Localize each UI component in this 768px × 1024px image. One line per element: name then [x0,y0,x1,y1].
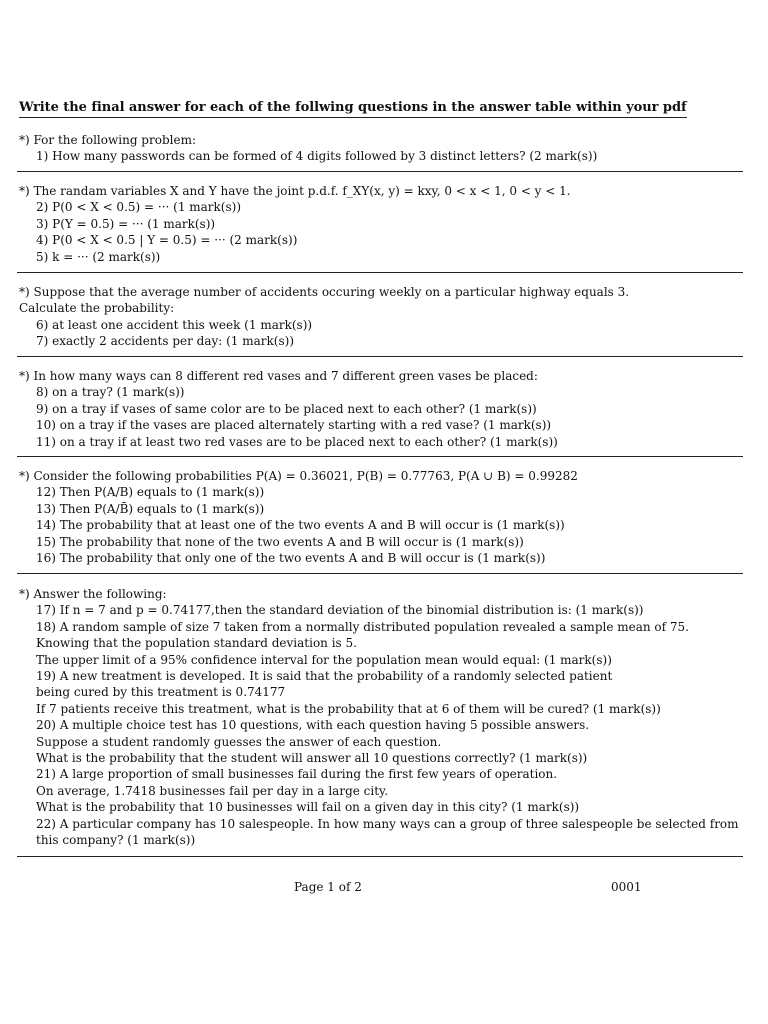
question-9: 9) on a tray if vases of same color are to be placed next to each other? (1 mark(s)) [36,401,537,416]
question-12: 12) Then P(A/B) equals to (1 mark(s)) [36,485,265,500]
question-14: 14) The probability that at least one of the two events A and B will occur is (1 mark(s)) [36,518,565,533]
section-divider [17,456,743,457]
question-2: 2) P(0 < X < 0.5) = ··· (1 mark(s)) [36,200,242,215]
section-divider [17,856,743,857]
question-3: 3) P(Y = 0.5) = ··· (1 mark(s)) [36,216,216,231]
block-intro: *) For the following problem: [19,133,196,147]
question-18-line-2: Knowing that the population standard deviation is 5. [36,636,357,651]
section-divider [17,356,743,357]
section-divider [17,272,743,273]
question-block-3 [19,284,743,350]
question-20-line-3: What is the probability that the student will answer all 10 questions correctly? (1 mark(s)) [36,751,588,766]
question-1: 1) How many passwords can be formed of 4 digits followed by 3 distinct letters? (2 mark(s)) [36,149,598,164]
question-16: 16) The probability that only one of the two events A and B will occur is (1 mark(s)) [36,551,546,566]
question-17: 17) If n = 7 and p = 0.74177,then the standard deviation of the binomial distribution is: (1 mark(s)) [36,603,644,618]
question-6: 6) at least one accident this week (1 mark(s)) [36,317,313,332]
question-18-line-3: The upper limit of a 95% confidence interval for the population mean would equal: (1 mark(s)) [36,652,612,667]
question-block-4 [19,368,743,450]
question-19: 19) A new treatment is developed. It is said that the probability of a randomly selected patient [36,669,613,684]
question-block-2 [19,183,743,265]
question-block-1 [19,132,743,165]
question-11: 11) on a tray if at least two red vases are to be placed next to each other? (1 mark(s)) [36,434,558,449]
question-20: 20) A multiple choice test has 10 questions, with each question having 5 possible answers. [36,718,590,733]
question-19-line-3: If 7 patients receive this treatment, what is the probability that at 6 of them will be cured? (1 mark(s)) [36,701,661,716]
question-10: 10) on a tray if the vases are placed alternately starting with a red vase? (1 mark(s)) [36,418,552,433]
question-15: 15) The probability that none of the two events A and B will occur is (1 mark(s)) [36,534,524,549]
question-5: 5) k = ··· (2 mark(s)) [36,249,161,264]
question-4: 4) P(0 < X < 0.5 | Y = 0.5) = ··· (2 mark(s)) [36,233,298,248]
question-20-line-2: Suppose a student randomly guesses the answer of each question. [36,734,442,749]
question-13: 13) Then P(A/B̄) equals to (1 mark(s)) [36,501,265,516]
block-intro: *) In how many ways can 8 different red vases and 7 different green vases be placed: [19,369,538,383]
block-intro: *) The randam variables X and Y have the joint p.d.f. f_XY(x, y) = kxy, 0 < x < 1, 0 < y < 1. [19,184,571,198]
section-divider [17,171,743,172]
question-19-line-2: being cured by this treatment is 0.74177 [36,685,286,700]
version-code: 0001 [611,880,642,894]
block-intro: *) Answer the following: [19,587,167,601]
page-number: Page 1 of 2 [294,880,362,894]
question-21-line-3: What is the probability that 10 businesses will fail on a given day in this city? (1 mark(s)) [36,800,580,815]
question-18: 18) A random sample of size 7 taken from a normally distributed population revealed a sample mean of 75. [36,619,689,634]
question-8: 8) on a tray? (1 mark(s)) [36,385,185,400]
block-intro: *) Suppose that the average number of accidents occuring weekly on a particular highway equals 3. [19,285,630,299]
page-title: Write the final answer for each of the follwing questions in the answer table within your pdf [19,100,687,118]
question-7: 7) exactly 2 accidents per day: (1 mark(s)) [36,334,294,349]
question-block-5 [19,468,743,566]
question-22: 22) A particular company has 10 salespeople. In how many ways can a group of three salespeople be selected from [36,816,739,831]
block-intro: *) Consider the following probabilities P(A) = 0.36021, P(B) = 0.77763, P(A ∪ B) = 0.99282 [19,469,578,483]
question-block-6 [19,586,743,849]
question-21: 21) A large proportion of small businesses fail during the first few years of operation. [36,767,558,782]
question-22-line-2: this company? (1 mark(s)) [36,833,196,848]
block-intro: Calculate the probability: [19,301,175,316]
question-21-line-2: On average, 1.7418 businesses fail per day in a large city. [36,783,389,798]
section-divider [17,573,743,574]
